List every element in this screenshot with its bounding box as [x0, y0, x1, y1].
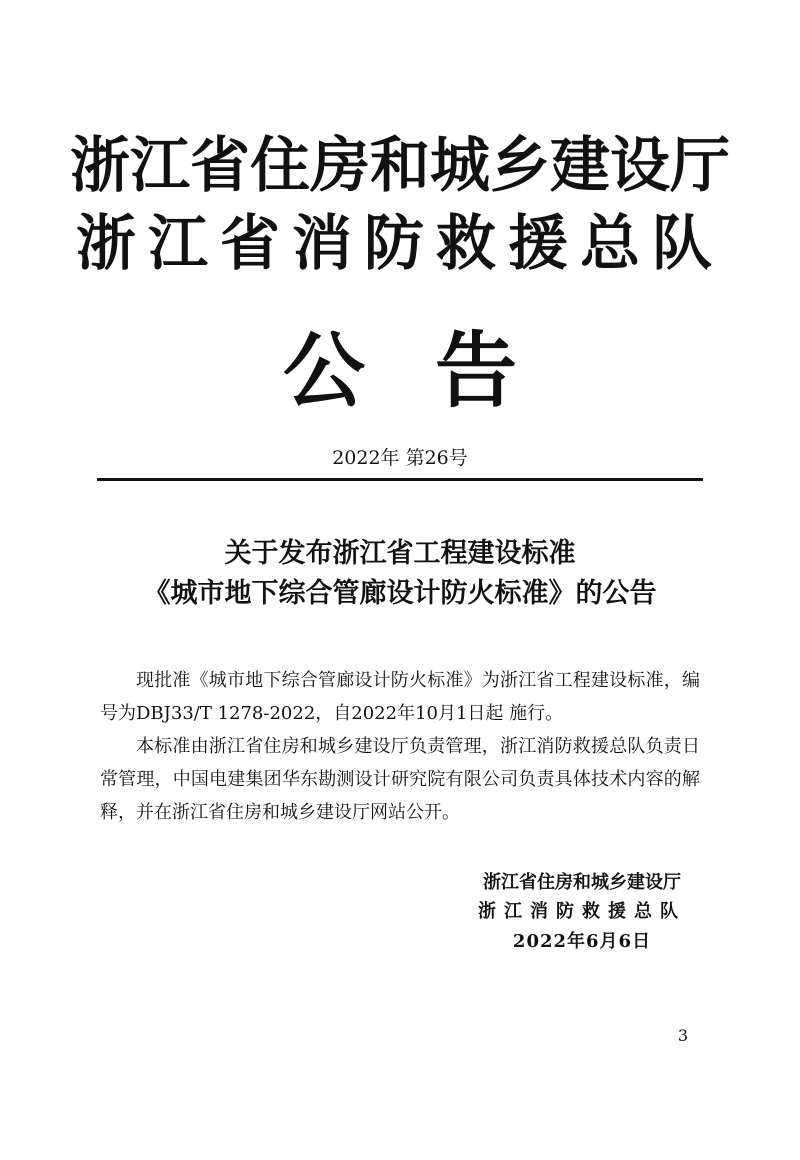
issuer-name-housing-department: 浙江省住房和城乡建设厅 [70, 131, 730, 201]
notice-body [100, 664, 700, 829]
notice-title-line-2: 《城市地下综合管廊设计防火标准》的公告 [143, 578, 657, 609]
header-divider [97, 478, 703, 481]
page-number: 3 [677, 1026, 688, 1045]
signature-issuer-housing-department: 浙江省住房和城乡建设厅 [483, 872, 681, 893]
signature-issuer-fire-rescue-corps: 浙江消防救援总队 [478, 901, 686, 922]
signature-date: 2022年6月6日 [512, 931, 652, 952]
document-number: 2022年 第26号 [332, 447, 468, 469]
body-paragraph: 本标准由浙江省住房和城乡建设厅负责管理，浙江消防救援总队负责日常管理，中国电建集团华东勘测设计研究院有限公司负责具体技术内容的解释，并在浙江省住房和城乡建设厅网站公开。 [100, 736, 700, 823]
notice-title-line-1: 关于发布浙江省工程建设标准 [224, 538, 576, 569]
body-paragraph: 现批准《城市地下综合管廊设计防火标准》为浙江省工程建设标准，编号为DBJ33/T 1278-2022，自2022年10月1日起 施行。 [100, 670, 700, 724]
document-type-heading: 公告 [282, 323, 587, 419]
issuer-name-fire-rescue-corps: 浙江省消防救援总队 [76, 209, 724, 279]
